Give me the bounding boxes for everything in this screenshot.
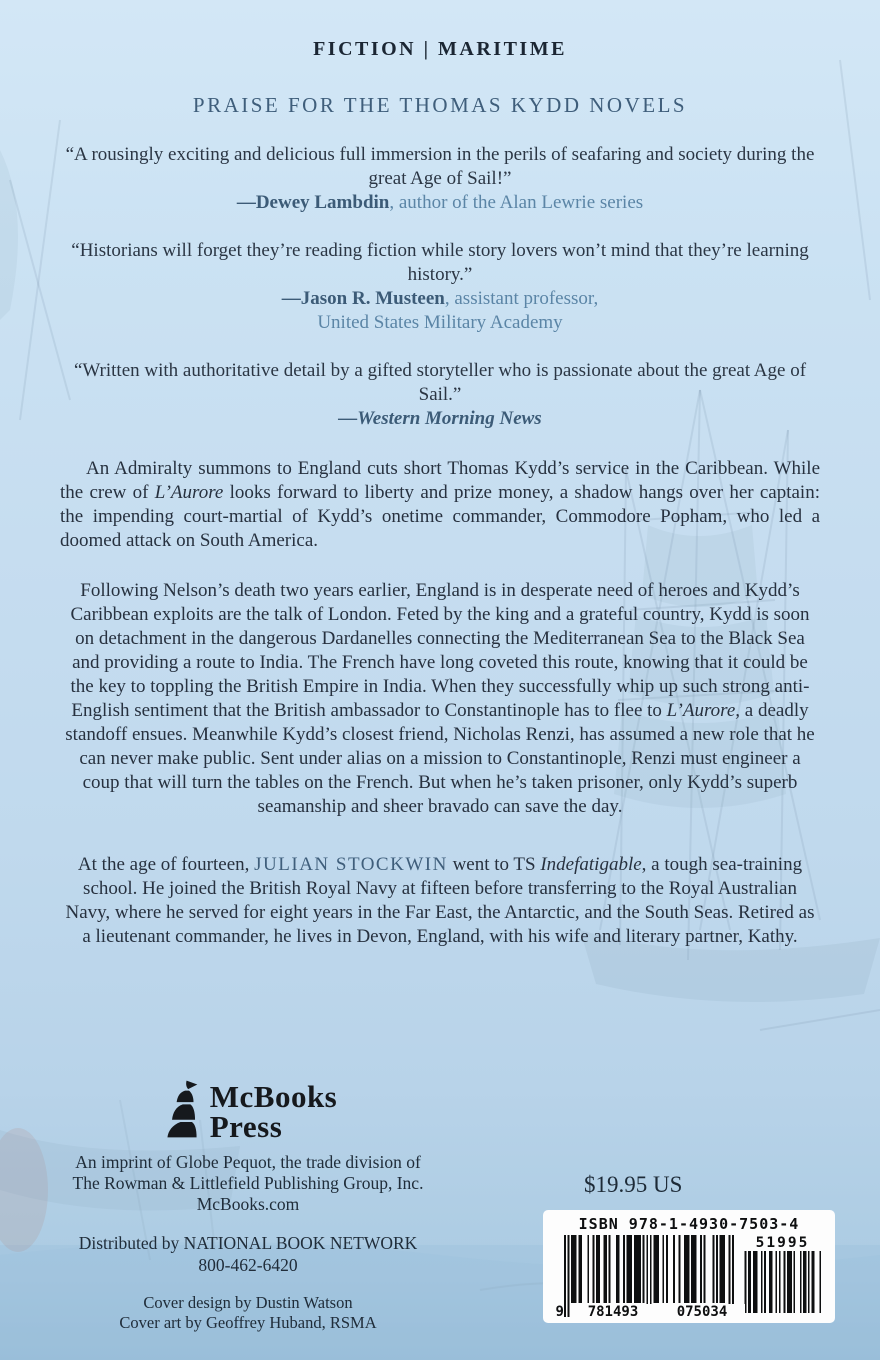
quote-source-name: —Western Morning News [338, 408, 542, 429]
ship-name: Indefatigable [540, 854, 642, 875]
bio-text: , a tough sea-training school. He joined the British Royal Navy at fifteen before transferring to the Royal Australian Navy, where he served for eight years in the Far East, the Antarctic, and the South Seas. Retired as a lieutenant commander, he lives in Devon, England, with his wife and literary partner, Kathy. [65, 854, 815, 947]
mcbooks-sails-icon [159, 1072, 205, 1146]
imprint-line: An imprint of Globe Pequot, the trade division of [75, 1152, 421, 1172]
bio-text: At the age of fourteen, [77, 854, 255, 875]
synopsis-paragraph-1 [60, 457, 820, 553]
synopsis-text: looks forward to liberty and prize money, a shadow hangs over her captain: the impending court-martial of Kydd’s onetime commander, Commodore Popham, who led a doomed attack on South America. [60, 482, 820, 551]
distributor-line: Distributed by NATIONAL BOOK NETWORK [78, 1233, 418, 1253]
bio-text: went to TS [447, 854, 541, 875]
addon-digits: 51995 [755, 1235, 810, 1251]
quote-text: “Written with authoritative detail by a gifted storyteller who is passionate about the great Age of Sail.” [73, 360, 807, 405]
barcode-digits [556, 1304, 746, 1320]
distribution-info [58, 1232, 438, 1276]
synopsis-text: Following Nelson’s death two years earlier, England is in desperate need of heroes and Kydd’s Caribbean exploits are the talk of London. Feted by the king and a grateful country, Kydd is soon on detachment in the dangerous Dardanelles connecting the Mediterranean Sea to the Black Sea and providing a route to India. The French have long coveted this route, knowing that it could be the key to toppling the British Empire in India. When they successfully whip up such strong anti-English sentiment that the British ambassador to Constantinople has to flee to [70, 580, 810, 721]
imprint-line: The Rowman & Littlefield Publishing Group, Inc. [72, 1173, 424, 1193]
quote-source-name: —Jason R. Musteen [281, 288, 445, 309]
credit-line: Cover art by Geoffrey Huband, RSMA [119, 1313, 377, 1332]
quote-source-role: , assistant professor, [444, 288, 599, 309]
barcode-main [556, 1235, 734, 1319]
quote-text: “Historians will forget they’re reading fiction while story lovers won’t mind that they’re learning history.” [71, 240, 809, 285]
logo-wordmark [210, 1072, 338, 1142]
cover-credits [58, 1293, 438, 1333]
author-name: JULIAN STOCKWIN [254, 854, 448, 875]
barcode-digit-group2: 075034 [660, 1304, 745, 1320]
quote-source-role: , author of the Alan Lewrie series [389, 192, 644, 213]
category-label: FICTION | MARITIME [313, 38, 567, 60]
back-cover [60, 0, 820, 949]
publisher-logo [58, 1072, 438, 1146]
publisher-website: McBooks.com [196, 1194, 300, 1214]
author-bio [60, 853, 820, 949]
quote-attribution [60, 191, 820, 215]
barcode-addon [743, 1235, 823, 1313]
publisher-block [58, 1072, 438, 1333]
phone-number: 800-462-6420 [198, 1255, 298, 1275]
quote-source-org: United States Military Academy [317, 312, 563, 333]
addon-bars [743, 1251, 821, 1313]
credit-line: Cover design by Dustin Watson [143, 1293, 353, 1312]
praise-section [60, 143, 820, 431]
quote-text: “A rousingly exciting and delicious full immersion in the perils of seafaring and society during the great Age of Sail!” [65, 144, 815, 189]
imprint-info [58, 1152, 438, 1215]
logo-line-2: Press [209, 1109, 283, 1144]
ship-name: L’Aurore, [666, 700, 741, 721]
quote [60, 359, 820, 431]
quote-attribution [60, 407, 820, 431]
ship-name: L’Aurore [154, 482, 224, 503]
barcode [543, 1210, 835, 1323]
barcode-digit-left: 9 [555, 1304, 564, 1320]
barcode-digit-group1: 781493 [571, 1304, 656, 1320]
praise-heading: PRAISE FOR THE THOMAS KYDD NOVELS [192, 93, 688, 117]
quote [60, 143, 820, 215]
synopsis-text: a deadly standoff ensues. Meanwhile Kydd’s closest friend, Nicholas Renzi, has assumed a new role that he can never make public. Sent under alias on a mission to Constantinople, Renzi must engineer a coup that will turn the tables on the French. But when he’s taken prisoner, only Kydd’s superb seamanship and sheer bravado can save the day. [65, 700, 815, 817]
synopsis-text: An Admiralty summons to England cuts short Thomas Kydd’s service in the Caribbean. While the crew of [60, 458, 820, 503]
price-label: $19.95 US [584, 1172, 683, 1197]
barcode-bars-row [556, 1235, 823, 1319]
quote-attribution [60, 287, 820, 311]
synopsis-paragraph-2 [60, 579, 820, 819]
quote-source-name: —Dewey Lambdin [236, 192, 390, 213]
quote [60, 239, 820, 335]
logo-line-1: McBooks [209, 1079, 338, 1114]
isbn-label: ISBN 978-1-4930-7503-4 [578, 1215, 800, 1233]
